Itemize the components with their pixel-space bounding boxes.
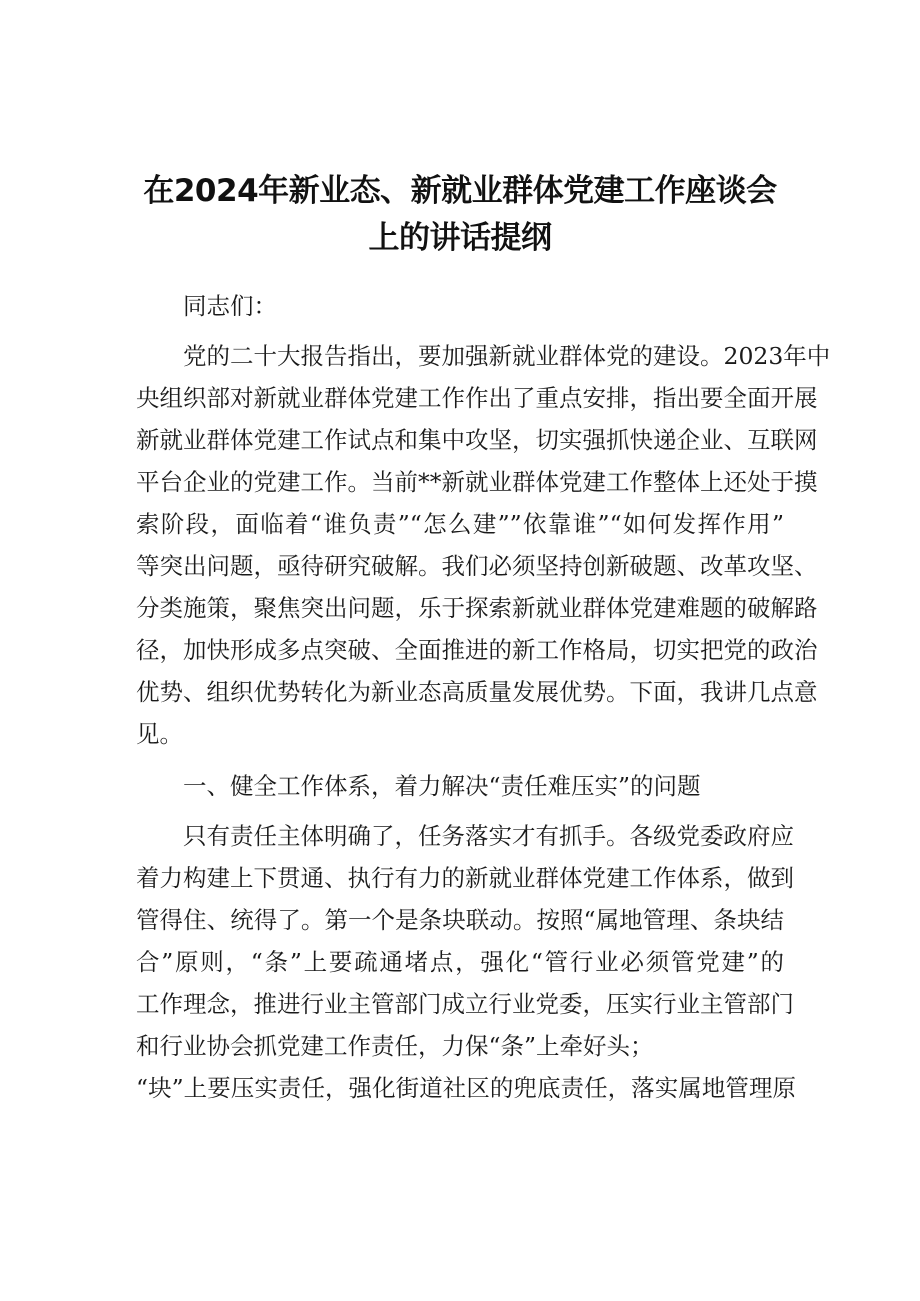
paragraph-line: 新就业群体党建工作试点和集中攻坚，切实强抓快递企业、互联网: [136, 426, 818, 454]
salutation: 同志们：: [183, 292, 277, 320]
paragraph-line: 管得住、统得了。第一个是条块联动。按照“属地管理、条块结: [136, 906, 784, 934]
paragraph-line: 只有责任主体明确了，任务落实才有抓手。各级党委政府应: [183, 822, 794, 850]
paragraph-line: 央组织部对新就业群体党建工作作出了重点安排，指出要全面开展: [136, 384, 818, 412]
paragraph-line: 着力构建上下贯通、执行有力的新就业群体党建工作体系，做到: [136, 864, 794, 892]
paragraph-line: “块”上要压实责任，强化街道社区的兜底责任，落实属地管理原: [136, 1074, 796, 1102]
paragraph-line: 等突出问题，亟待研究破解。我们必须坚持创新破题、改革攻坚、: [136, 552, 818, 580]
paragraph-line: 分类施策，聚焦突出问题，乐于探索新就业群体党建难题的破解路: [136, 594, 818, 622]
paragraph-line: 见。: [136, 720, 183, 748]
document-title-line-2: 上的讲话提纲: [368, 220, 552, 256]
paragraph-line: 径，加快形成多点突破、全面推进的新工作格局，切实把党的政治: [136, 636, 818, 664]
paragraph-line: 索阶段，面临着“谁负责”“怎么建””依靠谁”“如何发挥作用”: [136, 510, 784, 538]
paragraph-line: 工作理念，推进行业主管部门成立行业党委，压实行业主管部门: [136, 990, 794, 1018]
section-heading-1: 一、健全工作体系，着力解决“责任难压实”的问题: [183, 772, 701, 800]
paragraph-line: 优势、组织优势转化为新业态高质量发展优势。下面，我讲几点意: [136, 678, 818, 706]
paragraph-line: 和行业协会抓党建工作责任，力保“条”上牵好头；: [136, 1032, 654, 1060]
document-title-line-1: 在2024年新业态、新就业群体党建工作座谈会: [143, 173, 777, 209]
paragraph-line: 平台企业的党建工作。当前**新就业群体党建工作整体上还处于摸: [136, 468, 818, 496]
paragraph-line: 合”原则，“条”上要疏通堵点，强化“管行业必须管党建”的: [136, 948, 784, 976]
paragraph-line: 党的二十大报告指出，要加强新就业群体党的建设。2023年中: [183, 342, 831, 370]
